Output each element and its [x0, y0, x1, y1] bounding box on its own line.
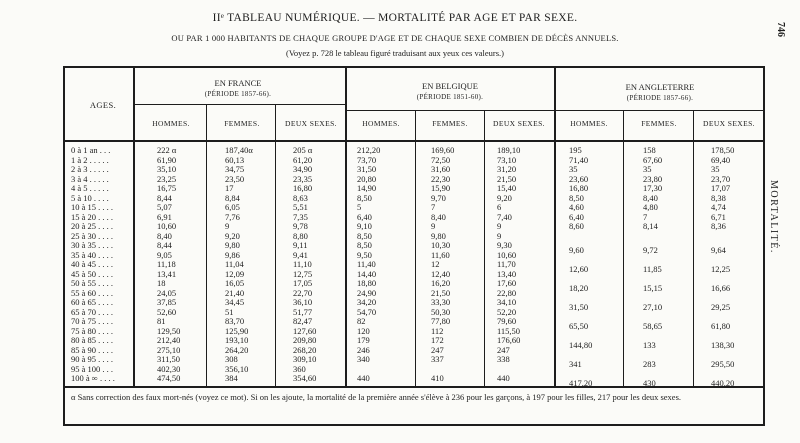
table-cell: 23,80 [643, 173, 663, 184]
table-cell: 9,70 [431, 192, 446, 203]
age-label: 80 à 85 . . . . [71, 335, 114, 345]
table-cell: 14,90 [357, 183, 377, 193]
table-cell: 16,20 [431, 278, 451, 288]
age-label: 3 à 4 . . . . . [71, 173, 109, 184]
table-cell: 5,51 [293, 202, 308, 212]
table-cell: 338 [497, 354, 510, 364]
table-cell: 9,80 [225, 240, 240, 250]
table-cell: 337 [431, 354, 444, 364]
table-cell: 12,25 [711, 263, 731, 274]
table-cell: 24,05 [157, 287, 177, 298]
age-label: 100 à ∞ . . . . [71, 373, 115, 383]
table-cell: 33,30 [431, 297, 451, 307]
age-label: 75 à 80 . . . . [71, 325, 114, 336]
table-cell: 384 [225, 373, 238, 383]
table-cell: 36,10 [293, 297, 313, 307]
table-cell: 9,78 [293, 221, 308, 231]
table-cell: 34,90 [293, 164, 313, 174]
subheader-france-deux: DEUX SEXES. [285, 119, 337, 128]
table-cell: 11,04 [225, 259, 244, 269]
table-cell: 283 [643, 358, 656, 369]
table-cell: 21,50 [497, 173, 517, 184]
table-cell: 9,10 [357, 221, 372, 231]
ages-header: AGES. [89, 100, 117, 110]
table-cell: 61,20 [293, 154, 313, 165]
table-cell: 247 [497, 344, 510, 355]
table-cell: 268,20 [293, 344, 317, 355]
table-cell: 35 [569, 164, 578, 174]
table-cell: 112 [431, 325, 444, 336]
table-cell: 35,10 [157, 164, 177, 174]
table-cell: 9,41 [293, 249, 308, 260]
age-label: 30 à 35 . . . . [71, 240, 114, 250]
table-cell: 11,85 [643, 263, 662, 274]
subheader-france-hommes: HOMMES. [152, 119, 190, 128]
table-cell: 10,60 [497, 249, 517, 260]
table-cell: 138,30 [711, 339, 735, 350]
table-cell: 5,07 [157, 202, 172, 212]
table-cell: 195 [569, 145, 582, 155]
age-label: 25 à 30 . . . . [71, 230, 114, 241]
table-cell: 8,50 [357, 230, 372, 241]
table-cell: 23,25 [157, 173, 177, 184]
age-label: 5 à 10 . . . . [71, 192, 109, 203]
mortality-table [63, 66, 765, 426]
table-cell: 209,80 [293, 335, 317, 345]
table-cell: 10,60 [157, 221, 177, 231]
table-cell: 23,50 [225, 173, 245, 184]
table-cell: 9 [497, 221, 502, 231]
table-cell: 189,10 [497, 145, 521, 155]
table-cell: 8,38 [711, 192, 726, 203]
table-cell: 440 [357, 373, 370, 383]
rule-after-france [345, 68, 347, 386]
table-cell: 73,10 [497, 154, 517, 165]
table-cell: 54,70 [357, 306, 377, 317]
table-cell: 31,60 [431, 164, 451, 174]
table-cell: 6 [497, 202, 502, 212]
table-cell: 8,36 [711, 221, 726, 231]
table-cell: 341 [569, 358, 582, 369]
table-cell: 6,40 [569, 211, 584, 222]
table-cell: 8,40 [431, 211, 446, 222]
table-cell: 8,40 [643, 192, 658, 203]
table-cell: 11,60 [431, 249, 450, 260]
age-label: 15 à 20 . . . . [71, 211, 114, 222]
table-cell: 7,76 [225, 211, 240, 222]
table-cell: 440,20 [711, 377, 735, 388]
table-cell: 11,70 [497, 259, 516, 269]
table-cell: 8,40 [157, 230, 172, 241]
table-cell: 17,07 [711, 183, 731, 193]
table-cell: 60,13 [225, 154, 245, 165]
table-cell: 205 α [293, 145, 313, 155]
subheader-belgique-deux: DEUX SEXES. [493, 119, 545, 128]
table-cell: 4,80 [643, 202, 658, 212]
table-cell: 23,70 [711, 173, 731, 184]
age-label: 55 à 60 . . . . [71, 287, 114, 298]
age-label: 70 à 75 . . . . [71, 316, 114, 326]
table-cell: 79,60 [497, 316, 517, 326]
subheader-angleterre-femmes: FEMMES. [641, 119, 677, 128]
table-cell: 77,80 [431, 316, 451, 326]
table-cell: 9,50 [357, 249, 372, 260]
page-number: 746 [775, 22, 786, 37]
table-cell: 212,20 [357, 145, 381, 155]
table-cell: 127,60 [293, 325, 317, 336]
table-cell: 169,60 [431, 145, 455, 155]
table-cell: 50,30 [431, 306, 451, 317]
rule-be-1 [415, 110, 416, 386]
table-cell: 8,63 [293, 192, 308, 203]
group-belgique [347, 81, 553, 103]
age-label: 10 à 15 . . . . [71, 202, 114, 212]
table-cell: 16,80 [569, 183, 589, 193]
age-label: 2 à 3 . . . . . [71, 164, 109, 174]
table-cell: 9,86 [225, 249, 240, 260]
table-cell: 17,60 [497, 278, 517, 288]
table-cell: 9,80 [431, 230, 446, 241]
table-cell: 7 [431, 202, 436, 212]
table-cell: 51,77 [293, 306, 313, 317]
rule-after-ages [133, 68, 135, 386]
table-cell: 12,75 [293, 268, 313, 279]
rule-en-2 [693, 110, 694, 386]
table-cell: 12,09 [225, 268, 245, 279]
age-label: 40 à 45 . . . . [71, 259, 114, 269]
table-cell: 9 [497, 230, 502, 241]
table-cell: 133 [643, 339, 656, 350]
table-cell: 15,40 [497, 183, 517, 193]
age-label: 60 à 65 . . . . [71, 297, 114, 307]
table-cell: 22,30 [431, 173, 451, 184]
table-cell: 69,40 [711, 154, 731, 165]
age-label: 95 à 100 . . . [71, 363, 114, 374]
table-cell: 73,70 [357, 154, 377, 165]
table-cell: 20,80 [357, 173, 377, 184]
table-cell: 8,44 [157, 240, 172, 250]
table-cell: 21,50 [431, 287, 451, 298]
table-cell: 264,20 [225, 344, 249, 355]
table-cell: 35 [711, 164, 720, 174]
table-cell: 120 [357, 325, 370, 336]
table-cell: 8,14 [643, 221, 658, 231]
table-cell: 10,30 [431, 240, 451, 250]
table-cell: 61,90 [157, 154, 177, 165]
side-title: MORTALITÉ. [768, 180, 779, 254]
age-label: 0 à 1 an . . . [71, 145, 111, 155]
table-cell: 71,40 [569, 154, 589, 165]
table-cell: 23,60 [569, 173, 589, 184]
table-cell: 187,40α [225, 145, 253, 155]
table-cell: 8,80 [293, 230, 308, 241]
table-cell: 6,71 [711, 211, 726, 222]
table-cell: 410 [431, 373, 444, 383]
table-cell: 21,40 [225, 287, 245, 298]
age-label: 50 à 55 . . . . [71, 278, 114, 288]
table-cell: 9,20 [497, 192, 512, 203]
table-cell: 37,85 [157, 297, 177, 307]
table-cell: 176,60 [497, 335, 521, 345]
table-cell: 12,60 [569, 263, 589, 274]
table-cell: 22,70 [293, 287, 313, 298]
subheader-angleterre-deux: DEUX SEXES. [703, 119, 755, 128]
table-cell: 179 [357, 335, 370, 345]
page-subtitle: OU PAR 1 000 HABITANTS DE CHAQUE GROUPE D'AGE ET DE CHAQUE SEXE COMBIEN DE DÉCÈS ANNUELS. [171, 33, 619, 43]
subheader-france-femmes: FEMMES. [224, 119, 260, 128]
table-cell: 9 [225, 221, 230, 231]
rule-group-france [133, 104, 345, 105]
table-cell: 16,80 [293, 183, 313, 193]
rule-en-1 [623, 110, 624, 386]
age-label: 85 à 90 . . . . [71, 344, 114, 355]
table-cell: 67,60 [643, 154, 663, 165]
table-cell: 354,60 [293, 373, 317, 383]
table-cell: 125,90 [225, 325, 249, 336]
table-cell: 52,60 [157, 306, 177, 317]
rule-fr-2 [275, 104, 276, 386]
table-cell: 27,10 [643, 301, 663, 312]
group-belgique-name: EN BELGIQUE [422, 81, 478, 91]
group-angleterre-name: EN ANGLETERRE [625, 82, 695, 92]
table-cell: 12 [431, 259, 440, 269]
age-label: 1 à 2 . . . . . [71, 154, 109, 165]
table-cell: 18,80 [357, 278, 377, 288]
table-cell: 360 [293, 363, 306, 374]
rule-table-bottom [65, 386, 763, 388]
table-cell: 7,35 [293, 211, 308, 222]
table-cell: 8,84 [225, 192, 240, 203]
table-cell: 9,64 [711, 244, 726, 255]
group-france-name: EN FRANCE [214, 78, 262, 88]
table-cell: 309,10 [293, 354, 317, 364]
table-cell: 17,05 [293, 278, 313, 288]
group-france-period: (PÉRIODE 1857-66). [204, 90, 272, 98]
table-cell: 6,91 [157, 211, 172, 222]
table-cell: 474,50 [157, 373, 181, 383]
table-cell: 417,20 [569, 377, 593, 388]
table-cell: 8,44 [157, 192, 172, 203]
age-label: 45 à 50 . . . . [71, 268, 114, 279]
table-cell: 295,50 [711, 358, 735, 369]
table-cell: 8,50 [569, 192, 584, 203]
table-cell: 9,72 [643, 244, 658, 255]
table-cell: 13,41 [157, 268, 177, 279]
rule-group-belgique [345, 110, 554, 111]
table-cell: 9,30 [497, 240, 512, 250]
group-angleterre [557, 82, 763, 104]
table-cell: 16,75 [157, 183, 177, 193]
table-cell: 29,25 [711, 301, 731, 312]
table-cell: 340 [357, 354, 370, 364]
table-cell: 58,65 [643, 320, 663, 331]
page-title: IIᵉ TABLEAU NUMÉRIQUE. — MORTALITÉ PAR AGE ET PAR SEXE. [212, 12, 578, 24]
table-cell: 18 [157, 278, 166, 288]
table-cell: 222 α [157, 145, 177, 155]
table-cell: 83,70 [225, 316, 245, 326]
table-cell: 34,20 [357, 297, 377, 307]
table-cell: 82,47 [293, 316, 313, 326]
group-belgique-period: (PÉRIODE 1851-60). [416, 93, 484, 101]
table-cell: 9 [431, 221, 436, 231]
table-cell: 61,80 [711, 320, 731, 331]
table-cell: 22,80 [497, 287, 517, 298]
table-cell: 4,74 [711, 202, 726, 212]
rule-after-belgique [554, 68, 556, 386]
age-label: 4 à 5 . . . . . [71, 183, 109, 193]
table-cell: 14,40 [357, 268, 377, 279]
age-label: 20 à 25 . . . . [71, 221, 114, 231]
rule-fr-1 [206, 104, 207, 386]
table-cell: 17 [225, 183, 234, 193]
table-cell: 308 [225, 354, 238, 364]
table-cell: 6,40 [357, 211, 372, 222]
rule-header-bottom [65, 140, 763, 142]
reference-note: (Voyez p. 728 le tableau figuré traduisant aux yeux ces valeurs.) [286, 48, 504, 58]
table-cell: 11,40 [357, 259, 376, 269]
table-cell: 72,50 [431, 154, 451, 165]
table-cell: 178,50 [711, 145, 735, 155]
group-angleterre-period: (PÉRIODE 1857-66). [626, 94, 694, 102]
table-cell: 144,80 [569, 339, 593, 350]
table-cell: 31,50 [569, 301, 589, 312]
table-cell: 13,40 [497, 268, 517, 279]
group-france [135, 78, 341, 100]
table-cell: 430 [643, 377, 656, 388]
table-cell: 8,60 [569, 221, 584, 231]
age-label: 90 à 95 . . . . [71, 354, 114, 364]
table-cell: 129,50 [157, 325, 181, 336]
table-cell: 52,20 [497, 306, 517, 317]
table-cell: 212,40 [157, 335, 181, 345]
table-cell: 8,50 [357, 240, 372, 250]
table-cell: 4,60 [569, 202, 584, 212]
table-cell: 275,10 [157, 344, 181, 355]
table-cell: 6,05 [225, 202, 240, 212]
table-cell: 246 [357, 344, 370, 355]
table-cell: 7,40 [497, 211, 512, 222]
table-cell: 16,66 [711, 282, 731, 293]
table-cell: 8,50 [357, 192, 372, 203]
table-cell: 18,20 [569, 282, 589, 293]
table-cell: 65,50 [569, 320, 589, 331]
table-cell: 115,50 [497, 325, 521, 336]
table-cell: 34,10 [497, 297, 517, 307]
table-cell: 9,60 [569, 244, 584, 255]
age-label: 35 à 40 . . . . [71, 249, 114, 260]
table-cell: 34,45 [225, 297, 245, 307]
table-cell: 9,05 [157, 249, 172, 260]
table-cell: 7 [643, 211, 648, 222]
age-label: 65 à 70 . . . . [71, 306, 114, 317]
table-cell: 9,11 [293, 240, 308, 250]
subheader-angleterre-hommes: HOMMES. [570, 119, 608, 128]
table-cell: 24,90 [357, 287, 377, 298]
table-cell: 247 [431, 344, 444, 355]
table-cell: 12,40 [431, 268, 451, 279]
table-cell: 31,50 [357, 164, 377, 174]
table-cell: 82 [357, 316, 366, 326]
table-cell: 193,10 [225, 335, 249, 345]
table-cell: 15,90 [431, 183, 451, 193]
rule-be-2 [484, 110, 485, 386]
rule-group-angleterre [554, 110, 763, 111]
table-cell: 51 [225, 306, 234, 317]
table-cell: 402,30 [157, 363, 181, 374]
table-cell: 15,15 [643, 282, 663, 293]
table-cell: 81 [157, 316, 166, 326]
table-cell: 17,30 [643, 183, 663, 193]
table-cell: 35 [643, 164, 652, 174]
table-cell: 34,75 [225, 164, 245, 174]
subheader-belgique-hommes: HOMMES. [362, 119, 400, 128]
table-cell: 11,18 [157, 259, 176, 269]
table-cell: 172 [431, 335, 444, 345]
subheader-belgique-femmes: FEMMES. [432, 119, 468, 128]
table-cell: 11,10 [293, 259, 312, 269]
table-cell: 440 [497, 373, 510, 383]
footnote: α Sans correction des faux mort-nés (voyez ce mot). Si on les ajoute, la mortalité de la première année s'élève à 236 pour les garçons, à 197 pour les filles, 217 pour les deux sexes. [71, 392, 682, 402]
table-cell: 311,50 [157, 354, 181, 364]
table-cell: 9,20 [225, 230, 240, 241]
table-cell: 356,10 [225, 363, 249, 374]
table-cell: 5 [357, 202, 362, 212]
table-cell: 23,35 [293, 173, 313, 184]
table-cell: 16,05 [225, 278, 245, 288]
table-cell: 158 [643, 145, 656, 155]
table-cell: 31,20 [497, 164, 517, 174]
